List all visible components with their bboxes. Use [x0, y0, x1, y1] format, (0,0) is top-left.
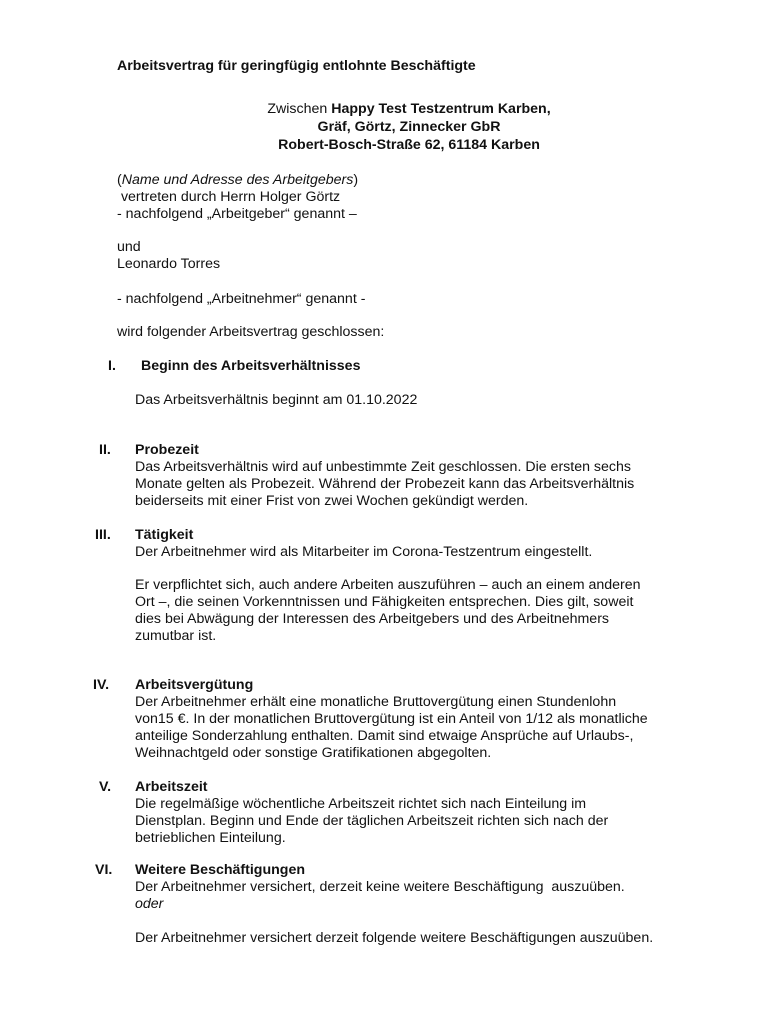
- section-text: Monate gelten als Probezeit. Während der Probezeit kann das Arbeitsverhältnis: [135, 476, 635, 492]
- employer-designation: - nachfolgend „Arbeitgeber“ genannt –: [117, 206, 357, 222]
- section-text: zumutbar ist.: [135, 628, 217, 644]
- employer-note: (Name und Adresse des Arbeitgebers): [117, 172, 359, 188]
- section-text: Das Arbeitsverhältnis wird auf unbestimmte Zeit geschlossen. Die ersten sechs: [135, 459, 631, 475]
- section-number: IV.: [93, 677, 110, 693]
- document-title: Arbeitsvertrag für geringfügig entlohnte Beschäftigte: [117, 58, 476, 74]
- employer-address: Robert-Bosch-Straße 62, 61184 Karben: [278, 137, 540, 153]
- employer-note-label: Name und Adresse des Arbeitgebers: [121, 172, 354, 188]
- section-number: VI.: [95, 862, 113, 878]
- parties-between: [0, 101, 768, 118]
- section-text: Der Arbeitnehmer erhält eine monatliche Bruttovergütung einen Stundenlohn: [135, 694, 617, 710]
- employee-designation: - nachfolgend „Arbeitnehmer“ genannt -: [117, 291, 366, 307]
- represented-by: vertreten durch Herrn Holger Görtz: [117, 189, 341, 205]
- section-number: III.: [95, 527, 111, 543]
- section-number: V.: [99, 779, 112, 795]
- section-heading: Arbeitszeit: [135, 779, 208, 795]
- section-number: I.: [108, 358, 116, 374]
- section-text: Er verpflichtet sich, auch andere Arbeiten auszuführen – auch an einem anderen: [135, 577, 641, 593]
- section-heading: Tätigkeit: [135, 527, 194, 543]
- section-text: anteilige Sonderzahlung enthalten. Damit sind etwaige Ansprüche auf Urlaubs-,: [135, 728, 634, 744]
- employee-name: Leonardo Torres: [117, 256, 221, 272]
- between-prefix: Zwischen: [267, 101, 332, 117]
- section-text: Das Arbeitsverhältnis beginnt am 01.10.2022: [135, 392, 418, 408]
- section-text-or: oder: [135, 896, 164, 912]
- section-heading: Beginn des Arbeitsverhältnisses: [141, 358, 361, 374]
- agreement-line: wird folgender Arbeitsvertrag geschlossen:: [117, 324, 385, 340]
- section-text: Dienstplan. Beginn und Ende der täglichen Arbeitszeit richten sich nach der: [135, 813, 609, 829]
- section-text: beiderseits mit einer Frist von zwei Wochen gekündigt werden.: [135, 493, 529, 509]
- employer-line2: Gräf, Görtz, Zinnecker GbR: [317, 119, 501, 135]
- section-text: Ort –, die seinen Vorkenntnissen und Fähigkeiten entsprechen. Dies gilt, soweit: [135, 594, 634, 610]
- section-text: Die regelmäßige wöchentliche Arbeitszeit richtet sich nach Einteilung im: [135, 796, 587, 812]
- section-text: von15 €. In der monatlichen Bruttovergütung ist ein Anteil von 1/12 als monatliche: [135, 711, 648, 727]
- section-text: Der Arbeitnehmer versichert derzeit folgende weitere Beschäftigungen auszuüben.: [135, 930, 654, 946]
- section-text: betrieblichen Einteilung.: [135, 830, 286, 846]
- section-heading: Weitere Beschäftigungen: [135, 862, 306, 878]
- and-text: und: [117, 239, 141, 255]
- section-heading: Probezeit: [135, 442, 199, 458]
- section-number: II.: [99, 442, 111, 458]
- section-text: Weihnachtgeld oder sonstige Gratifikationen abgegolten.: [135, 745, 492, 761]
- section-heading: Arbeitsvergütung: [135, 677, 254, 693]
- section-text: Der Arbeitnehmer wird als Mitarbeiter im Corona-Testzentrum eingestellt.: [135, 544, 593, 560]
- employer-name: Happy Test Testzentrum Karben,: [331, 101, 551, 117]
- section-text: Der Arbeitnehmer versichert, derzeit keine weitere Beschäftigung auszuüben.: [135, 879, 625, 895]
- section-text: dies bei Abwägung der Interessen des Arbeitgebers und des Arbeitnehmers: [135, 611, 610, 627]
